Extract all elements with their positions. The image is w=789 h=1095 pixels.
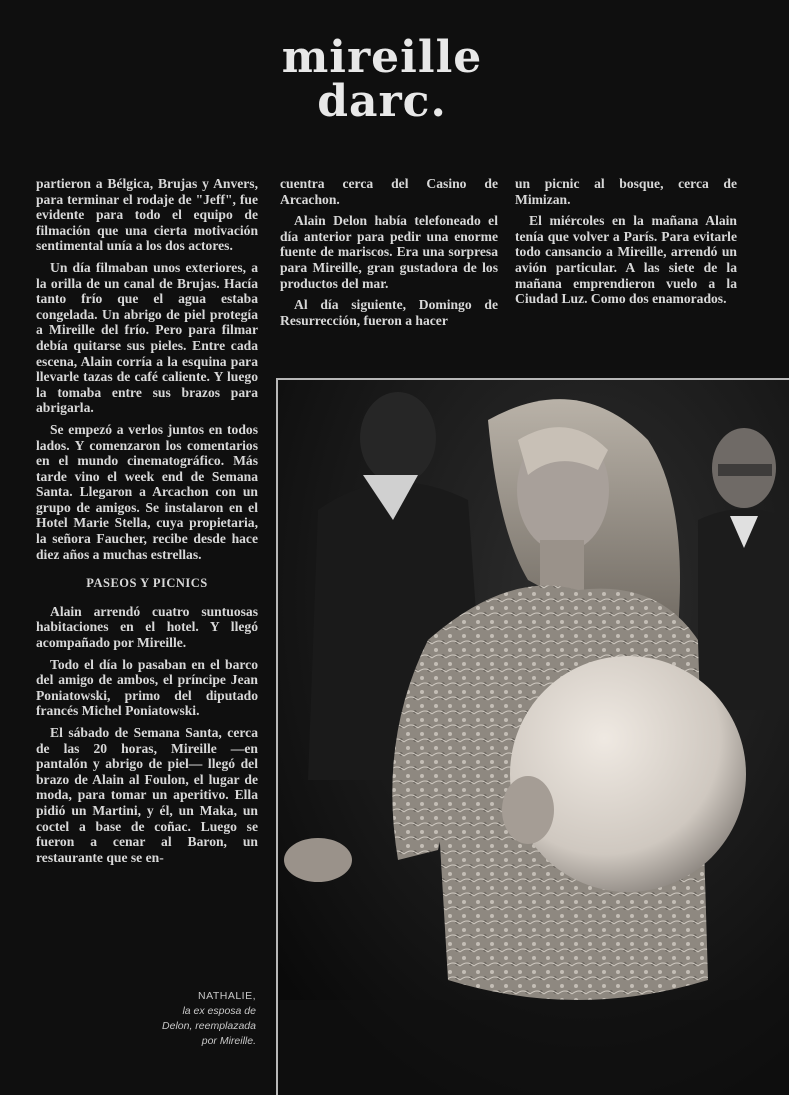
- title-line-2: darc.: [317, 76, 447, 127]
- paragraph: El miércoles en la mañana Alain tenía que volver a París. Para evitarle todo cansancio a Mireille, arrendó un avión particular. A las siete de la mañana emprendieron vuelo a la Ciudad Luz. Como dos enamorados.: [515, 213, 737, 307]
- text-column-1: [36, 176, 258, 976]
- paragraph: Un día filmaban unos exteriores, a la orilla de un canal de Brujas. Hacía tanto frío que el agua estaba congelada. Un abrigo de piel protegía a Mireille del frío. Pero para filmar debía quitarse sus pieles. Entre cada escena, Alain corría a la esquina para llevarle tazas de café caliente. Y luego la tomaba entre sus brazos para abrigarla.: [36, 259, 258, 416]
- paragraph: Al día siguiente, Domingo de Resurrección, fueron a hacer: [280, 297, 498, 328]
- paragraph: Se empezó a verlos juntos en todos lados. Y comenzaron los comentarios en el mundo cinematográfico. Más tarde vino el week end de Semana Santa. Llegaron a Arcachon con un grupo de amigos. Se instalaron en el Hotel Marie Stella, cuya propietaria, la señora Faucher, recibe desde hace diez años a muchas estrellas.: [36, 421, 258, 562]
- paragraph: partieron a Bélgica, Brujas y Anvers, para terminar el rodaje de "Jeff", fue evidente para todo el equipo de filmación que una cierta motivación sentimental unía a los dos actores.: [36, 176, 258, 254]
- text-column-3: [515, 176, 737, 356]
- paragraph: Alain arrendó cuatro suntuosas habitaciones en el hotel. Y llegó acompañado por Mireille.: [36, 603, 258, 651]
- paragraph: El sábado de Semana Santa, cerca de las 20 horas, Mireille —en pantalón y abrigo de piel— llegó del brazo de Alain al Foulon, el lugar de moda, para tomar un aperitivo. Ella pidió un Martini, y él, un Maka, un coctel a base de coñac. Luego se fueron a cenar al Baron, un restaurante que se en-: [36, 725, 258, 865]
- paragraph: Alain Delon había telefoneado el día anterior para pedir una enorme fuente de mariscos. Era una sorpresa para Mireille, gran gustadora de los productos del mar.: [280, 213, 498, 291]
- paragraph: un picnic al bosque, cerca de Mimizan.: [515, 176, 737, 207]
- caption-name: NATHALIE,: [198, 990, 256, 1002]
- paragraph: cuentra cerca del Casino de Arcachon.: [280, 176, 498, 207]
- caption-text: la ex esposa de Delon, reemplazada por Mireille.: [162, 1005, 256, 1047]
- photo-illustration: [278, 380, 789, 1095]
- paragraph: Todo el día lo pasaban en el barco del amigo de ambos, el príncipe Jean Poniatowski, primo del diputado francés Michel Poniatowski.: [36, 656, 258, 719]
- article-photo: [276, 378, 789, 1095]
- article-title: [262, 32, 502, 127]
- section-subheading: PASEOS Y PICNICS: [86, 576, 208, 591]
- photo-caption: [150, 989, 256, 1049]
- text-column-2: [280, 176, 498, 356]
- title-line-1: mireille: [281, 32, 483, 83]
